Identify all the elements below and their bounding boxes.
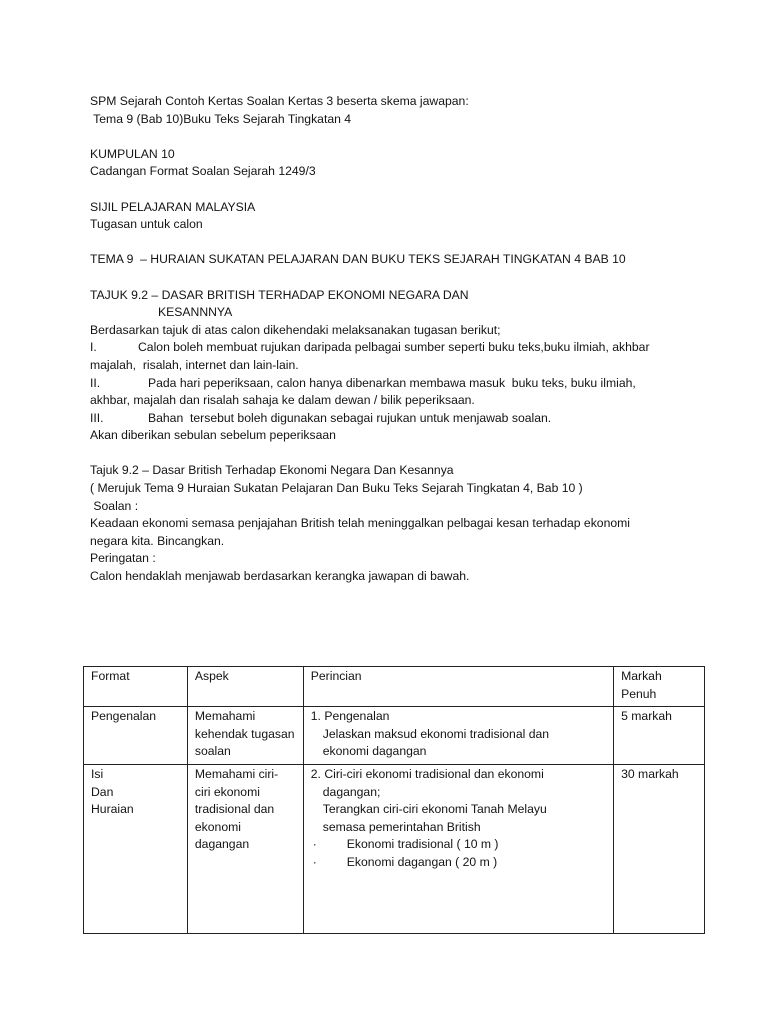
group-title: KUMPULAN 10: [90, 146, 175, 161]
table-row: [84, 707, 705, 765]
doc-header-line1: SPM Sejarah Contoh Kertas Soalan Kertas 3 beserta skema jawapan:: [90, 94, 469, 108]
cell-detail: 1. Pengenalan Jelaskan maksud ekonomi tradisional dan ekonomi dagangan: [303, 707, 613, 765]
cell-format: Pengenalan: [84, 707, 188, 765]
spacer: [90, 181, 690, 199]
table-header-row: [84, 667, 705, 707]
question-label: Soalan :: [90, 498, 139, 513]
cell-format: Isi Dan Huraian: [84, 764, 188, 933]
spacer: [90, 445, 690, 463]
instruction-number: III.: [90, 410, 104, 425]
question-topic: Tajuk 9.2 – Dasar British Terhadap Ekonomi Negara Dan Kesannya: [90, 463, 454, 478]
header-detail: Perincian: [303, 667, 613, 707]
instruction-item-2-cont: akhbar, majalah dan risalah sahaja ke dalam dewan / bilik peperiksaan.: [90, 393, 475, 408]
topic-line2: KESANNNYA: [158, 305, 233, 320]
group-subtitle: Cadangan Format Soalan Sejarah 1249/3: [90, 164, 316, 179]
spacer: [90, 269, 690, 287]
bullet-item: · Ekonomi dagangan ( 20 m ): [311, 854, 606, 872]
instructions-intro: Berdasarkan tajuk di atas calon dikehendaki melaksanakan tugasan berikut;: [90, 322, 501, 337]
answer-framework-table: [83, 666, 705, 934]
header-aspect: Aspek: [187, 667, 303, 707]
bullet-icon: ·: [312, 837, 317, 852]
spacer: [90, 234, 690, 252]
bullet-item: · Ekonomi tradisional ( 10 m ): [311, 836, 606, 854]
instruction-number: I.: [90, 340, 97, 355]
header-marks: Markah Penuh: [614, 667, 705, 707]
cell-marks: 5 markah: [614, 707, 705, 765]
question-text-line1: Keadaan ekonomi semasa penjajahan British telah meninggalkan pelbagai kesan terhadap ekonomi: [90, 516, 630, 531]
table-row: [84, 764, 705, 933]
spacer: [90, 128, 690, 146]
warning-text: Calon hendaklah menjawab berdasarkan kerangka jawapan di bawah.: [90, 569, 470, 584]
bullet-icon: ·: [312, 854, 317, 869]
instruction-item-3: [90, 410, 690, 428]
theme-line: TEMA 9 – HURAIAN SUKATAN PELAJARAN DAN BUKU TEKS SEJARAH TINGKATAN 4 BAB 10: [90, 252, 626, 267]
warning-label: Peringatan :: [90, 551, 156, 566]
certificate-title: SIJIL PELAJARAN MALAYSIA: [90, 199, 256, 214]
cell-aspect: Memahami ciri- ciri ekonomi tradisional dan ekonomi dagangan: [187, 764, 303, 933]
instruction-item-1-cont: majalah, risalah, internet dan lain-lain.: [90, 357, 299, 372]
cell-marks: 30 markah: [614, 764, 705, 933]
certificate-subtitle: Tugasan untuk calon: [90, 217, 203, 232]
instruction-text: Calon boleh membuat rujukan daripada pelbagai sumber seperti buku teks,buku ilmiah, akhbar: [138, 340, 650, 355]
cell-aspect: Memahami kehendak tugasan soalan: [187, 707, 303, 765]
instruction-text: Bahan tersebut boleh digunakan sebagai rujukan untuk menjawab soalan.: [148, 410, 552, 425]
document-body: [90, 93, 690, 586]
question-text-line2: negara kita. Bincangkan.: [90, 533, 225, 548]
instruction-text: Pada hari peperiksaan, calon hanya dibenarkan membawa masuk buku teks, buku ilmiah,: [148, 375, 636, 390]
instruction-item-1: [90, 339, 690, 357]
cell-detail: 2. Ciri-ciri ekonomi tradisional dan ekonomi dagangan; Terangkan ciri-ciri ekonomi Tanah Melayu semasa pemerintahan British · Ekonomi tradisional ( 10 m ) · Ekonomi dagangan ( 20 m ): [303, 764, 613, 933]
instructions-closing: Akan diberikan sebulan sebelum peperiksaan: [90, 428, 336, 443]
topic-line1: TAJUK 9.2 – DASAR BRITISH TERHADAP EKONOMI NEGARA DAN: [90, 287, 469, 302]
instruction-number: II.: [90, 375, 101, 390]
header-format: Format: [84, 667, 188, 707]
doc-header-line2: Tema 9 (Bab 10)Buku Teks Sejarah Tingkatan 4: [90, 111, 352, 126]
question-reference: ( Merujuk Tema 9 Huraian Sukatan Pelajaran Dan Buku Teks Sejarah Tingkatan 4, Bab 10 ): [90, 481, 583, 496]
instruction-item-2: [90, 375, 690, 393]
